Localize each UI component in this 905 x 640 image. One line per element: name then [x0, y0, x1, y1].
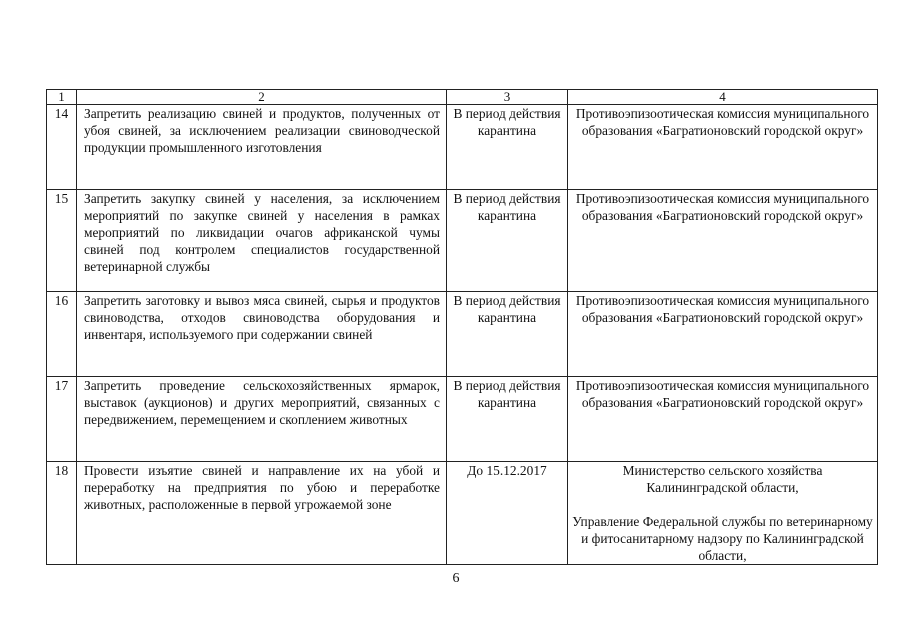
- measure-term: В период действия карантина: [447, 292, 568, 377]
- row-number: 14: [47, 105, 77, 190]
- responsible-org: Противоэпизоотическая комиссия муниципального образования «Багратионовский городской округ»: [568, 377, 878, 462]
- column-number: 1: [47, 90, 77, 105]
- responsible-org: Противоэпизоотическая комиссия муниципального образования «Багратионовский городской округ»: [568, 190, 878, 292]
- table-row: [47, 190, 878, 292]
- row-number: 18: [47, 462, 77, 565]
- responsible-org: [568, 462, 878, 565]
- responsible-org-secondary: Управление Федеральной службы по ветеринарному и фитосанитарному надзору по Калининградской области,: [572, 514, 873, 563]
- measures-table: [46, 89, 878, 565]
- responsible-org: Противоэпизоотическая комиссия муниципального образования «Багратионовский городской округ»: [568, 105, 878, 190]
- row-number: 17: [47, 377, 77, 462]
- measure-text: Запретить проведение сельскохозяйственных ярмарок, выставок (аукционов) и других мероприятий, связанных с передвижением, перемещением и скоплением животных: [77, 377, 447, 462]
- measure-text: Провести изъятие свиней и направление их на убой и переработку на предприятия по убою и переработке животных, расположенные в первой угрожаемой зоне: [77, 462, 447, 565]
- column-number: 2: [77, 90, 447, 105]
- table-row: [47, 377, 878, 462]
- column-number: 4: [568, 90, 878, 105]
- measure-term: До 15.12.2017: [447, 462, 568, 565]
- table-row: [47, 462, 878, 565]
- table-row: [47, 105, 878, 190]
- responsible-org: Противоэпизоотическая комиссия муниципального образования «Багратионовский городской округ»: [568, 292, 878, 377]
- row-number: 16: [47, 292, 77, 377]
- column-number-row: [47, 90, 878, 105]
- measure-text: Запретить заготовку и вывоз мяса свиней, сырья и продуктов свиноводства, отходов свиноводства оборудования и инвентаря, используемого при содержании свиней: [77, 292, 447, 377]
- measure-term: В период действия карантина: [447, 190, 568, 292]
- measure-text: Запретить закупку свиней у населения, за исключением мероприятий по закупке свиней у населения в рамках мероприятий по ликвидации очагов африканской чумы свиней под контролем специалистов государственной ветеринарной службы: [77, 190, 447, 292]
- table-row: [47, 292, 878, 377]
- row-number: 15: [47, 190, 77, 292]
- measure-term: В период действия карантина: [447, 377, 568, 462]
- measure-text: Запретить реализацию свиней и продуктов, полученных от убоя свиней, за исключением реализации свиноводческой продукции промышленного изготовления: [77, 105, 447, 190]
- column-number: 3: [447, 90, 568, 105]
- page-number: 6: [452, 571, 460, 586]
- responsible-org-primary: Министерство сельского хозяйства Калининградской области,: [622, 463, 823, 495]
- measure-term: В период действия карантина: [447, 105, 568, 190]
